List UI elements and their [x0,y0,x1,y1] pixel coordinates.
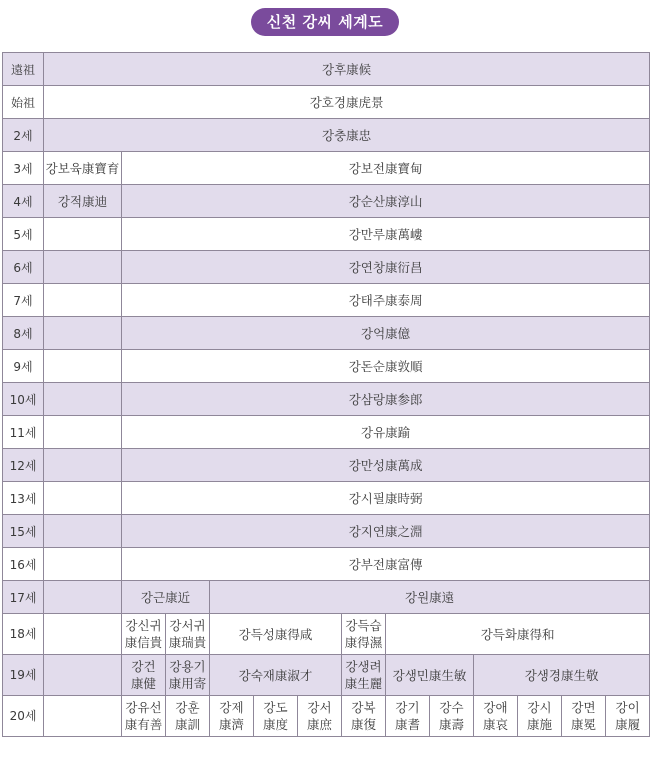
person-cell: 강호경康虎景 [44,86,650,119]
genealogy-table [2,52,650,737]
person-cell: 강적康迪 [44,185,122,218]
row-gen-18 [3,614,650,655]
hanja-name: 康耆 [394,717,420,732]
row-gen-5 [3,218,650,251]
generation-label: 10세 [3,383,44,416]
person-cell [518,696,562,737]
hanja-name: 康哀 [482,717,508,732]
row-gen-8 [3,317,650,350]
row-gen-12 [3,449,650,482]
person-cell [166,696,210,737]
person-cell: 강충康忠 [44,119,650,152]
hangul-name: 강용기 [169,659,206,674]
hangul-name: 강건 [131,659,156,674]
generation-label: 13세 [3,482,44,515]
person-cell: 강생경康生敬 [474,655,650,696]
hangul-name: 강득습 [345,618,382,633]
generation-label: 6세 [3,251,44,284]
person-cell: 강만루康萬嶁 [122,218,650,251]
person-cell [342,696,386,737]
hanja-name: 康信貴 [124,635,163,650]
hanja-name: 康訓 [174,717,200,732]
hanja-name: 康生麗 [344,676,383,691]
hangul-name: 강수 [439,700,464,715]
person-cell: 강생민康生敏 [386,655,474,696]
generation-label: 4세 [3,185,44,218]
hangul-name: 강서귀 [169,618,206,633]
person-cell: 강원康遠 [210,581,650,614]
hangul-name: 강복 [351,700,376,715]
person-cell: 강득성康得咸 [210,614,342,655]
person-cell: 강순산康淳山 [122,185,650,218]
person-cell [122,614,166,655]
hangul-name: 강이 [615,700,640,715]
person-cell [254,696,298,737]
empty-cell [44,251,122,284]
person-cell [122,696,166,737]
generation-label: 15세 [3,515,44,548]
hanja-name: 康壽 [438,717,464,732]
row-remote-ancestor [3,53,650,86]
hangul-name: 강애 [483,700,508,715]
hangul-name: 강기 [395,700,420,715]
person-cell [430,696,474,737]
empty-cell [44,548,122,581]
row-gen-15 [3,515,650,548]
empty-cell [44,581,122,614]
person-cell: 강후康候 [44,53,650,86]
generation-label: 16세 [3,548,44,581]
person-cell [342,614,386,655]
person-cell: 강보전康寶甸 [122,152,650,185]
person-cell: 강보육康寶育 [44,152,122,185]
row-gen-19 [3,655,650,696]
row-gen-16 [3,548,650,581]
empty-cell [44,449,122,482]
hangul-name: 강신귀 [125,618,162,633]
empty-cell [44,350,122,383]
generation-label: 遠祖 [3,53,44,86]
hanja-name: 康冕 [570,717,596,732]
person-cell [342,655,386,696]
title-wrap [0,8,650,36]
generation-label: 7세 [3,284,44,317]
person-cell: 강시필康時弼 [122,482,650,515]
empty-cell [44,218,122,251]
hangul-name: 강훈 [175,700,200,715]
generation-label: 20세 [3,696,44,737]
generation-label: 始祖 [3,86,44,119]
hanja-name: 康健 [130,676,156,691]
person-cell: 강근康近 [122,581,210,614]
hanja-name: 康得濕 [344,635,383,650]
hangul-name: 강도 [263,700,288,715]
row-gen-9 [3,350,650,383]
generation-label: 9세 [3,350,44,383]
row-gen-17 [3,581,650,614]
hanja-name: 康復 [350,717,376,732]
hangul-name: 강제 [219,700,244,715]
hangul-name: 강유선 [125,700,162,715]
hanja-name: 康有善 [124,717,163,732]
empty-cell [44,655,122,696]
generation-label: 11세 [3,416,44,449]
person-cell [386,696,430,737]
hanja-name: 康度 [262,717,288,732]
empty-cell [44,614,122,655]
person-cell: 강숙재康淑才 [210,655,342,696]
person-cell [298,696,342,737]
hanja-name: 康用寄 [168,676,207,691]
hangul-name: 강면 [571,700,596,715]
generation-label: 19세 [3,655,44,696]
hanja-name: 康庶 [306,717,332,732]
hanja-name: 康施 [526,717,552,732]
row-gen-7 [3,284,650,317]
person-cell [562,696,606,737]
generation-label: 5세 [3,218,44,251]
empty-cell [44,416,122,449]
hangul-name: 강생려 [345,659,382,674]
row-gen-3 [3,152,650,185]
person-cell [210,696,254,737]
person-cell: 강부전康富傳 [122,548,650,581]
empty-cell [44,696,122,737]
person-cell [166,614,210,655]
diagram-title: 신천 강씨 세계도 [251,8,399,36]
row-gen-13 [3,482,650,515]
person-cell: 강연창康衍昌 [122,251,650,284]
empty-cell [44,317,122,350]
generation-label: 8세 [3,317,44,350]
person-cell: 강돈순康敦順 [122,350,650,383]
person-cell: 강억康億 [122,317,650,350]
hanja-name: 康履 [615,717,641,732]
row-gen-11 [3,416,650,449]
row-gen-6 [3,251,650,284]
row-gen-20 [3,696,650,737]
generation-label: 2세 [3,119,44,152]
person-cell: 강태주康泰周 [122,284,650,317]
person-cell: 강만성康萬成 [122,449,650,482]
generation-label: 18세 [3,614,44,655]
row-founder [3,86,650,119]
generation-label: 17세 [3,581,44,614]
empty-cell [44,284,122,317]
person-cell [606,696,650,737]
generation-label: 3세 [3,152,44,185]
person-cell: 강유康踰 [122,416,650,449]
hanja-name: 康瑞貴 [168,635,207,650]
person-cell [474,696,518,737]
person-cell [122,655,166,696]
empty-cell [44,515,122,548]
empty-cell [44,482,122,515]
hangul-name: 강시 [527,700,552,715]
row-gen-4 [3,185,650,218]
person-cell: 강득화康得和 [386,614,650,655]
empty-cell [44,383,122,416]
person-cell: 강지연康之淵 [122,515,650,548]
row-gen-10 [3,383,650,416]
hanja-name: 康濟 [218,717,244,732]
hangul-name: 강서 [307,700,332,715]
generation-label: 12세 [3,449,44,482]
person-cell: 강삼랑康参郎 [122,383,650,416]
row-gen-2 [3,119,650,152]
person-cell [166,655,210,696]
